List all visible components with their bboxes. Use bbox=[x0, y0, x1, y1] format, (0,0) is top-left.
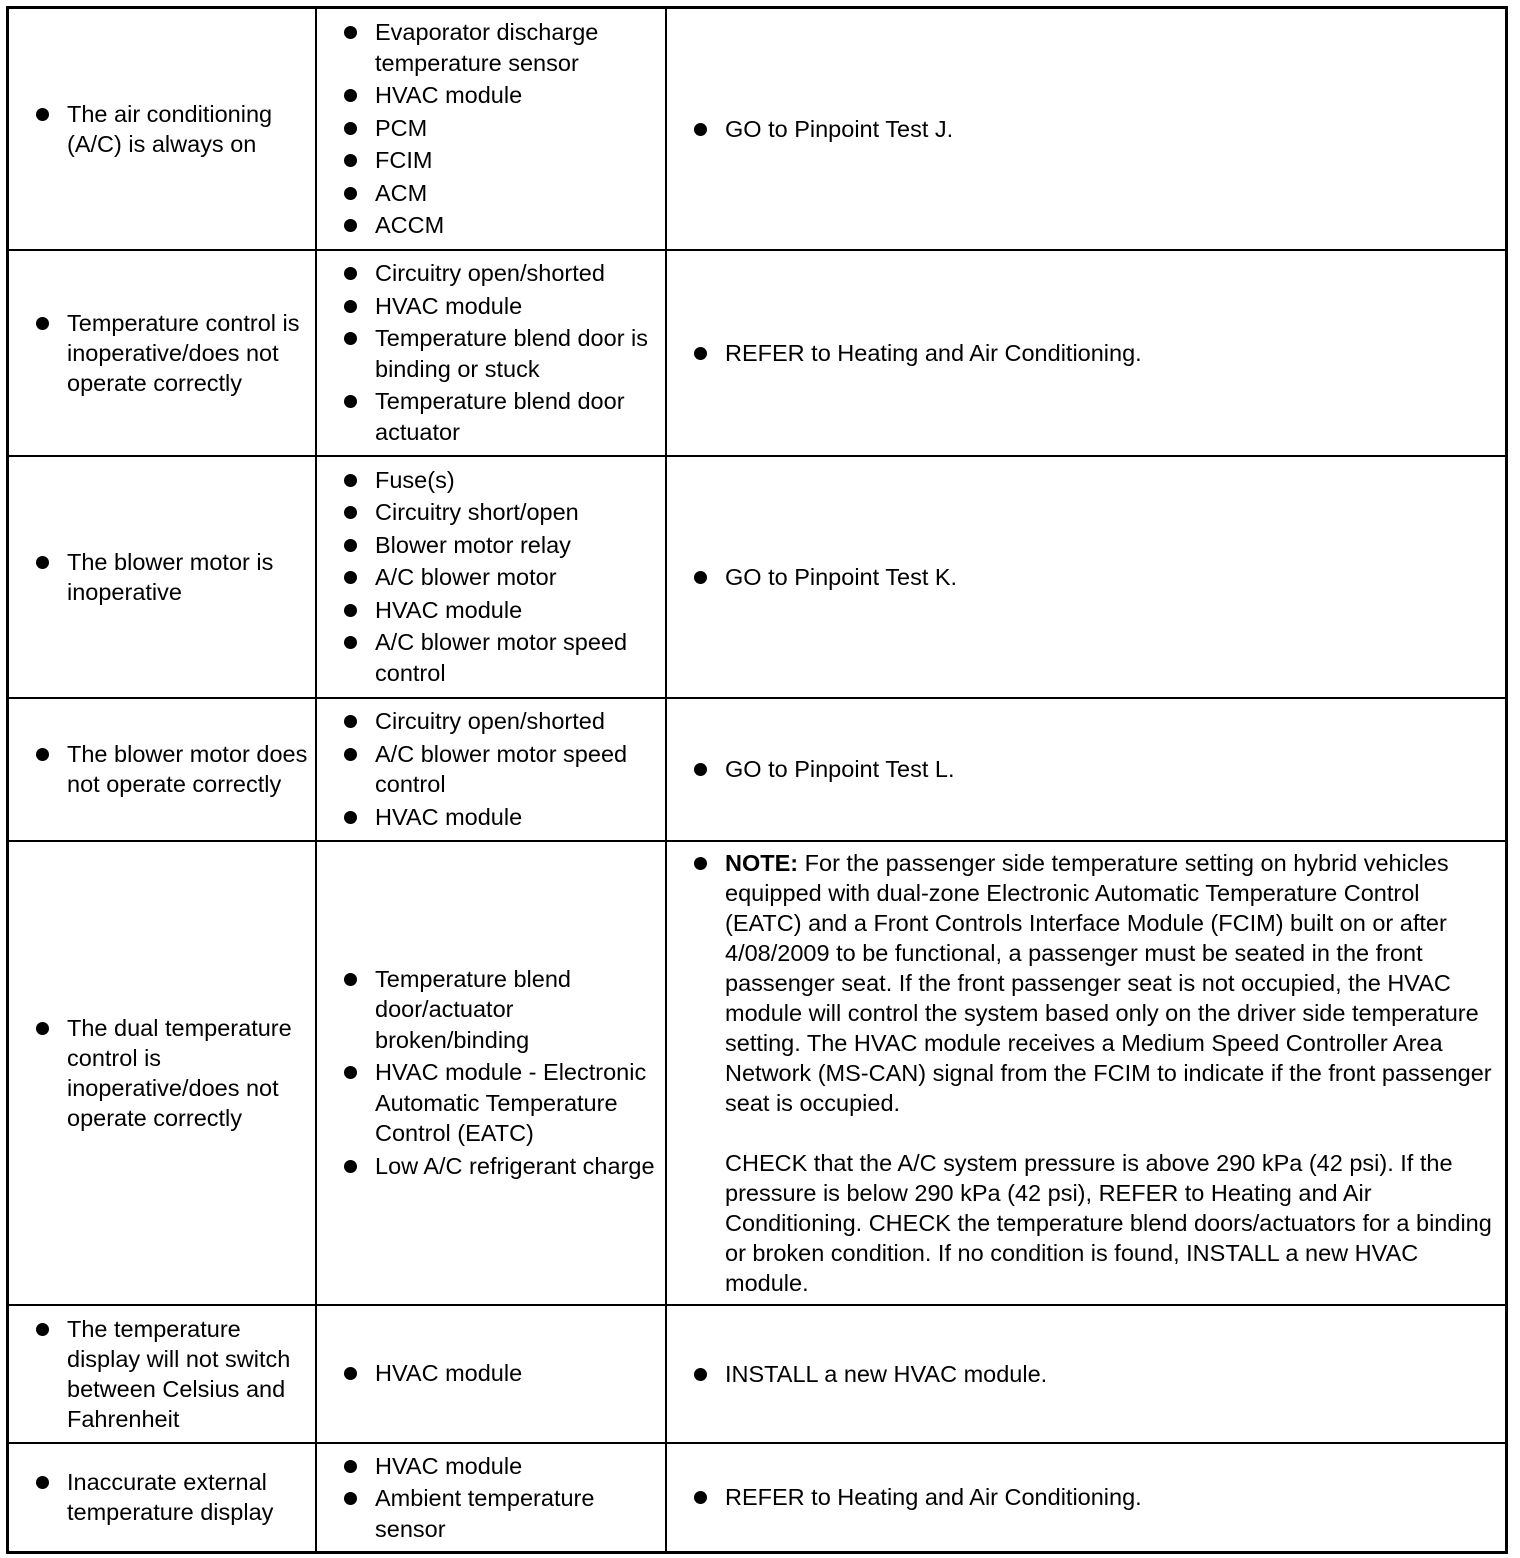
condition-cell bbox=[8, 698, 317, 841]
source-item: HVAC module bbox=[317, 1451, 665, 1482]
condition-cell bbox=[8, 8, 317, 250]
condition-text: The air conditioning (A/C) is always on bbox=[9, 99, 315, 159]
condition-text: Temperature control is inoperative/does not operate correctly bbox=[9, 308, 315, 398]
source-item: PCM bbox=[317, 113, 665, 144]
source-item: Blower motor relay bbox=[317, 530, 665, 561]
action-cell bbox=[666, 456, 1507, 698]
source-item: Low A/C refrigerant charge bbox=[317, 1151, 665, 1182]
action-cell bbox=[666, 698, 1507, 841]
condition-cell bbox=[8, 1305, 317, 1443]
note-label: NOTE: bbox=[725, 849, 799, 876]
source-item: Temperature blend door actuator bbox=[317, 386, 665, 447]
condition-text: The dual temperature control is inoperative/does not operate correctly bbox=[9, 1013, 315, 1133]
note-text: For the passenger side temperature setting on hybrid vehicles equipped with dual-zone Electronic Automatic Temperature Control (EATC) and a Front Controls Interface Module (FCIM) built on or after 4/08/2009 to be functional, a passenger must be seated in the front passenger seat. If the front passenger seat is not occupied, the HVAC module will control the system based only on the driver side temperature setting. The HVAC module receives a Medium Speed Controller Area Network (MS-CAN) signal from the FCIM to indicate if the front passenger seat is occupied. bbox=[725, 849, 1492, 1116]
source-item: HVAC module bbox=[317, 80, 665, 111]
action-text: GO to Pinpoint Test K. bbox=[667, 562, 1505, 592]
source-item: Evaporator discharge temperature sensor bbox=[317, 17, 665, 78]
condition-cell bbox=[8, 456, 317, 698]
action-cell bbox=[666, 841, 1507, 1305]
action-text: GO to Pinpoint Test L. bbox=[667, 754, 1505, 784]
possible-sources-cell bbox=[316, 456, 666, 698]
source-item: HVAC module bbox=[317, 802, 665, 833]
possible-sources-cell bbox=[316, 8, 666, 250]
possible-sources-cell bbox=[316, 698, 666, 841]
table-row bbox=[8, 456, 1507, 698]
table-row bbox=[8, 8, 1507, 250]
condition-text: Inaccurate external temperature display bbox=[9, 1467, 315, 1527]
condition-cell bbox=[8, 250, 317, 456]
source-item: FCIM bbox=[317, 145, 665, 176]
source-item: HVAC module bbox=[317, 595, 665, 626]
source-item: Circuitry short/open bbox=[317, 497, 665, 528]
action-text: REFER to Heating and Air Conditioning. bbox=[667, 338, 1505, 368]
condition-text: The blower motor is inoperative bbox=[9, 547, 315, 607]
source-item: ACCM bbox=[317, 210, 665, 241]
source-item: HVAC module - Electronic Automatic Temperature Control (EATC) bbox=[317, 1057, 665, 1149]
source-item: Fuse(s) bbox=[317, 465, 665, 496]
action-cell bbox=[666, 1443, 1507, 1553]
action-cell bbox=[666, 1305, 1507, 1443]
source-item: Circuitry open/shorted bbox=[317, 706, 665, 737]
table-row bbox=[8, 698, 1507, 841]
source-item: Temperature blend door/actuator broken/binding bbox=[317, 964, 665, 1056]
note-item bbox=[667, 848, 1505, 1298]
action-text: INSTALL a new HVAC module. bbox=[667, 1359, 1505, 1389]
table-row bbox=[8, 841, 1507, 1305]
possible-sources-cell bbox=[316, 1443, 666, 1553]
source-item: A/C blower motor bbox=[317, 562, 665, 593]
source-item: Circuitry open/shorted bbox=[317, 258, 665, 289]
source-item: A/C blower motor speed control bbox=[317, 739, 665, 800]
possible-sources-cell bbox=[316, 841, 666, 1305]
table-row bbox=[8, 1305, 1507, 1443]
action-text: CHECK that the A/C system pressure is above 290 kPa (42 psi). If the pressure is below 290 kPa (42 psi), REFER to Heating and Air Conditioning. CHECK the temperature blend doors/actuators for a binding or broken condition. If no condition is found, INSTALL a new HVAC module. bbox=[725, 1149, 1492, 1296]
source-item: HVAC module bbox=[317, 291, 665, 322]
source-item: Ambient temperature sensor bbox=[317, 1483, 665, 1544]
possible-sources-cell bbox=[316, 250, 666, 456]
action-text: GO to Pinpoint Test J. bbox=[667, 114, 1505, 144]
condition-text: The temperature display will not switch between Celsius and Fahrenheit bbox=[9, 1314, 315, 1434]
condition-cell bbox=[8, 1443, 317, 1553]
action-text: REFER to Heating and Air Conditioning. bbox=[667, 1482, 1505, 1512]
source-item: HVAC module bbox=[317, 1358, 665, 1389]
possible-sources-cell bbox=[316, 1305, 666, 1443]
action-cell bbox=[666, 250, 1507, 456]
symptom-chart-table bbox=[6, 6, 1508, 1554]
source-item: A/C blower motor speed control bbox=[317, 627, 665, 688]
condition-cell bbox=[8, 841, 317, 1305]
table-row bbox=[8, 250, 1507, 456]
condition-text: The blower motor does not operate correctly bbox=[9, 739, 315, 799]
source-item: ACM bbox=[317, 178, 665, 209]
table-row bbox=[8, 1443, 1507, 1553]
source-item: Temperature blend door is binding or stuck bbox=[317, 323, 665, 384]
action-cell bbox=[666, 8, 1507, 250]
